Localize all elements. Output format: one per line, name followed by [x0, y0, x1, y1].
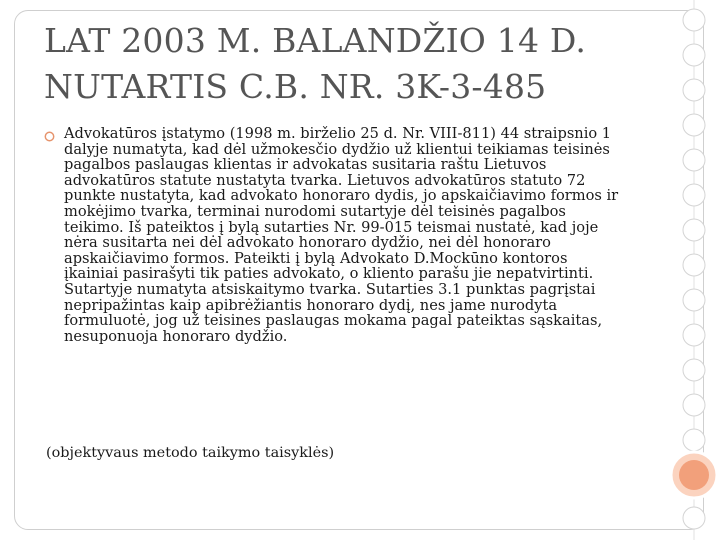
- bullet-text: Advokatūros įstatymo (1998 m. birželio 25 d. Nr. VIII-811) 44 straipsnio 1 dalyje numatyta, kad dėl užmokesčio dydžio už klientui teikiamas teisinės pagalbos paslaugas klientas ir advokatas susitaria raštu Lietuvos advokatūros statute nustatyta tvarka. Lietuvos advokatūros statuto 72 punkte nustatyta, kad advokato honoraro dydis, jo apskaičiavimo formos ir mokėjimo tvarka, terminai nurodomi sutartyje dėl teisinės pagalbos teikimo. Iš pateiktos į bylą sutarties Nr. 99-015 teismai nustatė, kad joje nėra susitarta nei dėl advokato honoraro dydžio, nei dėl honoraro apskaičiavimo formos. Pateikti į bylą Advokato D.Mockūno kontoros įkainiai pasirašyti tik paties advokato, o kliento parašu jie nepatvirtinti. Sutartyje numatyta atsiskaitymo tvarka. Sutarties 3.1 punktas pagrįstai nepripažintas kaip apibrėžiantis honoraro dydį, nes jame nurodyta formuluotė, jog už teisines paslaugas mokama pagal pateiktas sąskaitas, nesuponuoja honoraro dydžio.: [64, 125, 619, 345]
- title-line-2: NUTARTIS C.B. NR. 3K-3-485: [44, 67, 547, 106]
- circle-chain-decoration: [660, 0, 720, 540]
- slide-title: [44, 18, 664, 110]
- note-text: (objektyvaus metodo taikymo taisyklės): [46, 445, 335, 461]
- title-line-1: LAT 2003 M. BALANDŽIO 14 D.: [44, 21, 587, 60]
- hollow-circle-icon: [44, 131, 55, 142]
